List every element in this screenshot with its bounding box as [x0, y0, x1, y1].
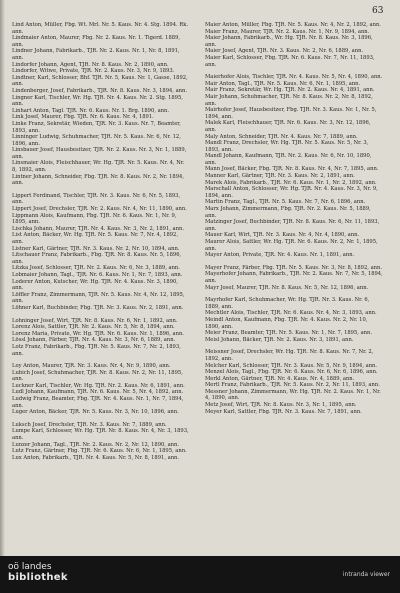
directory-entry: Lindenberger, Josef, Fabrikarb., TJR. Nr. 8. Kaus. Nr. 3, 1894, ann. [12, 87, 188, 94]
directory-entry: Marschall Anton, Schlosser, Wr. Hg. TJR. Nr. 4. Kaus. Nr. 3, Nr. 9, 1894, ann. [205, 186, 378, 199]
directory-entry: Lippmann Alois, Kaufmann, Fbg. TJR. Nr. 6. Kaus. Nr. 1, Nr. 9, 1895, ann. [12, 212, 177, 226]
directory-entry: Meyer Karl, Sattler, Fbg. TJR. Nr. 3. Kaus. Nr. 7, 1891, ann. [205, 408, 362, 415]
directory-entry: Löffler Franz, Zimmermann, TJR. Nr. 5. Kaus. Nr. 4, Nr. 12, 1895, ann. [12, 291, 185, 305]
directory-entry: Mair Anton, Tagl., TJR. Nr. 5. Kaus. Nr. 6, Nr. 1, 1895, ann. [205, 80, 361, 87]
directory-entry: Mayer Anton, Private, TJR. Nr. 4. Kaus. Nr. 1, 1891, ann. [205, 252, 355, 259]
directory-entry: Lind Anton, Müller, Fbg. Wt. Mrl. Nr. 5. Kaus. Nr. 4. Stg. 1894. Rk. ann. [12, 22, 189, 35]
directory-entry: Mair Franz, Sekretär, Wr. Hg. TJR. Nr. 2. Kaus. Nr. 4, 1891, ann. [205, 87, 375, 94]
directory-entry: Metz Josef, Wirt, TJR. Nr. 8. Kaus. Nr. 3, Nr. 1, 1895, ann. [205, 402, 357, 409]
directory-entry: Mayr Josef, Maurer, TJR. Nr. 8. Kaus. Nr. 5, Nr. 12, 1896, ann. [205, 284, 369, 291]
directory-entry: Lischka Johann, Maurer, TJR. Nr. 4. Kaus. Nr. 3, Nr. 2, 1891, ann. [12, 225, 184, 232]
directory-entry: Mayer Franz, Färber, Fbg. TJR. Nr. 5. Kaus. Nr. 3, Nr. 8, 1892, ann. [205, 264, 382, 271]
directory-entry: Mann Josef, Bäcker, Fbg. TJR. Nr. 8. Kaus. Nr. 4, Nr. 7, 1895, ann. [205, 166, 379, 173]
directory-entry: Lorenz Maria, Private, Wr. Hg. TJR. Nr. 6. Kaus. Nr. 1, 1896, ann. [12, 330, 184, 337]
directory-entry: Lorenz Alois, Sattler, TJR. Nr. 2. Kaus. Nr. 5, Nr. 8, 1894, ann. [12, 324, 175, 331]
directory-entry: Lindner Johann, Fabrikarb., TJR. Nr. 2. Kaus. Nr. 1, Nr. 8, 1891, ann. [12, 48, 180, 61]
directory-entry: Lippert Josef, Drechsler, TJR. Nr. 2. Kaus. Nr. 4, Nr. 11, 1890, ann. [12, 206, 187, 213]
page-number: 63 [372, 6, 384, 16]
directory-entry: Ludwig Franz, Beamter, Fbg. TJR. Nr. 4. Kaus. Nr. 1, Nr. 7, 1894, ann. [12, 396, 184, 409]
page-binding-shadow [0, 0, 5, 556]
viewer-footer [0, 556, 400, 593]
directory-entry: Lindorfer Johann, Agent, TJR. Nr. 8. Kaus. Nr. 2, 1890, ann. [12, 61, 169, 68]
directory-entry: Maly Anton, Schneider, TJR. Nr. 4. Kaus. Nr. 7, 1889, ann. [205, 133, 358, 140]
directory-entry: Meissner Josef, Drechsler, Wr. Hg. TJR. Nr. 8. Kaus. Nr. 7, Nr. 2, 1892, ann. [205, 349, 374, 362]
directory-entry: Listner Karl, Gärtner, TJR. Nr. 3. Kaus. Nr. 2, Nr. 10, 1894, ann. [12, 245, 180, 252]
directory-entry: Lunzer Johann, Tagl., TJR. Nr. 2. Kaus. Nr. 2, Nr. 12, 1890, ann. [12, 441, 180, 448]
left-column [12, 22, 190, 461]
directory-entry: Merkl Anton, Gärtner, TJR. Nr. 4. Kaus. Nr. 4, 1889, ann. [205, 375, 355, 382]
directory-entry: Malek Karl, Fleischhauer, TJR. Nr. 6. Kaus. Nr. 3, Nr. 12, 1896, ann. [205, 120, 371, 133]
directory-entry: Linsmaier Alois, Fleischhauer, Wr. Hg. TJR. Nr. 5. Kaus. Nr. 4, Nr. 8, 1892, ann. [12, 160, 185, 174]
directory-entry: Linke Franz, Sekretär, Wieden, TJR. Nr. 3. Kaus. Nr. 7, Beamter, 1893, ann. [12, 120, 181, 134]
directory-entry: Lintner Johann, Schneider, Fbg. TJR. Nr. 8. Kaus. Nr. 2, Nr. 1894, ann. [12, 173, 184, 187]
directory-entry: Meindl Anton, Kaufmann, Fbg. TJR. Nr. 4. Kaus. Nr. 2, Nr. 10, 1890, ann. [205, 316, 368, 330]
directory-entry: Marek Alois, Fabrikarb., TJR. Nr. 6. Kaus. Nr. 1, Nr. 2, 1892, ann. [205, 179, 377, 186]
directory-entry: Messner Johann, Zimmermann, Wr. Hg. TJR. Nr. 2. Kaus. Nr. 1, Nr. 4, 1890, ann. [205, 388, 381, 402]
directory-entry: Lindtner, Karl, Schlosser, Bhf. TJR. Nr. 5, Kaus. Nr. 1, Gasse, 1892, ann. [12, 74, 188, 88]
directory-entry: Lotz Franz, Fabrikarb., Fbg. TJR. Nr. 5. Kaus. Nr. 7, Nr. 2, 1893, ann. [12, 343, 181, 357]
directory-entry: List Anton, Bäcker, Wr. Hg. TJR. Nr. 5. Kaus. Nr. 7, Nr. 4, 1892, ann. [12, 232, 179, 245]
right-column [205, 22, 383, 415]
directory-entry: Luger Anton, Bäcker, TJR. Nr. 5. Kaus. Nr. 3, Nr. 10, 1896, ann. [12, 409, 179, 416]
directory-entry: Meisl Johann, Bäcker, TJR. Nr. 2. Kaus. Nr. 3, 1891, ann. [205, 336, 354, 343]
directory-entry: Lindorfer, Witwe, Private, TJR. Nr. 2. Kaus. Nr. 3, Nr. 9, 1893. [12, 68, 175, 75]
directory-entry: Ludl Johann, Kaufmann, TJR. Nr. 6. Kaus. Nr. 5, Nr. 4, 1892, ann. [12, 389, 184, 396]
directory-entry: Lippert Ferdinand, Tischler, TJR. Nr. 3. Kaus. Nr. 6, Nr. 5, 1893, ann. [12, 192, 181, 206]
directory-entry: Linhart Anton, Tagl. TJR. Nr. 6. Kaus. Nr. 1. Brg. 1890, ann. [12, 107, 169, 114]
directory-entry: Litschauer Franz, Fabrikarb., Fbg. TJR. Nr. 8. Kaus. Nr. 5, 1896, ann. [12, 252, 182, 265]
directory-entry: Maier Josef, Agent, TJR. Nr. 3. Kaus. Nr. 2, Nr. 6, 1889, ann. [205, 48, 364, 55]
directory-entry: Lutz Franz, Gärtner, Fbg. TJR. Nr. 6. Kaus. Nr. 6, Nr. 1, 1895, ann. [12, 448, 187, 455]
directory-entry: Maier Johann, Fabrikarb., Wr. Hg. TJR. Nr. 8. Kaus. Nr. 3, 1896, ann. [205, 35, 373, 48]
directory-entry: Marx Johann, Zimmermann, Fbg. TJR. Nr. 2. Kaus. Nr. 5, 1889, ann. [205, 206, 371, 219]
directory-entry: Mayrhofer Karl, Schuhmacher, Wr. Hg. TJR. Nr. 3. Kaus. Nr. 6, 1889, ann. [205, 297, 370, 310]
directory-entry: Lössl Johann, Färber, TJR. Nr. 4. Kaus. Nr. 3, Nr. 6, 1889, ann. [12, 337, 176, 344]
directory-entry: Luksch Josef, Drechsler, TJR. Nr. 3. Kaus. Nr. 7, 1889, ann. [12, 421, 167, 428]
directory-entry: Mair Johann, Schuhmacher, TJR. Nr. 8. Kaus. Nr. 2, Nr. 8, 1892, ann. [205, 93, 373, 107]
directory-entry: Mertl Franz, Fabrikarb., TJR. Nr. 5. Kaus. Nr. 2, Nr. 11, 1893, ann. [205, 382, 380, 389]
directory-entry: Melcher Karl, Schlosser, TJR. Nr. 3. Kaus. Nr. 5, Nr. 9, 1894, ann. [205, 362, 378, 369]
directory-entry: Linninger Ludwig, Schuhmacher, TJR. Nr. 5. Kaus. Nr. 6, Nr. 12, 1896, ann. [12, 134, 181, 147]
directory-entry: Maier Karl, Schlosser, Fbg. TJR. Nr. 6. Kaus. Nr. 7, Nr. 11, 1893, ann. [205, 54, 375, 68]
directory-entry: Meier Franz, Beamter, TJR. Nr. 5. Kaus. Nr. 1, Nr. 7, 1895, ann. [205, 330, 373, 337]
directory-entry: Martin Franz, Tagl., TJR. Nr. 5. Kaus. Nr. 7, Nr. 6, 1896, ann. [205, 199, 366, 206]
directory-entry: Mayerhofer Johann, Fabrikarb., TJR. Nr. 2. Kaus. Nr. 7, Nr. 5, 1894, ann. [205, 271, 383, 284]
directory-entry: Lumpe Karl, Schlosser, Wr. Hg. TJR. Nr. 8. Kaus. Nr. 4, Nr. 3, 1893, ann. [12, 428, 189, 442]
directory-entry: Linsbauer Josef, Hausbesitzer, TJR. Nr. 2. Kaus. Nr. 3, Nr. 1, 1889, ann. [12, 147, 187, 160]
directory-entry: Loy Anton, Maurer, TJR. Nr. 3. Kaus. Nr. 4, Nr. 9, 1890, ann. [12, 363, 171, 370]
directory-entry: Matzinger Josef, Buchbinder, TJR. Nr. 8. Kaus. Nr. 6, Nr. 11, 1893, ann. [205, 219, 380, 232]
logo-line-1: oö landes [8, 562, 52, 572]
directory-entry: Mairhofer Josef, Hausbesitzer, Fbg. TJR. Nr. 3. Kaus. Nr. 1, Nr. 5, 1894, ann. [205, 107, 377, 120]
directory-entry: Maier Franz, Maurer, TJR. Nr. 2. Kaus. Nr. 1, Nr. 9, 1894, ann. [205, 28, 370, 35]
directory-entry: Maurer Alois, Sattler, Wr. Hg. TJR. Nr. 6. Kaus. Nr. 2, Nr. 1, 1895, ann. [205, 239, 378, 252]
directory-entry: Mauer Karl, Wirt, TJR. Nr. 3. Kaus. Nr. 4, Nr. 4, 1890, ann. [205, 232, 360, 239]
directory-entry: Lux Anton, Fabrikarb., TJR. Nr. 4. Kaus. Nr. 5, Nr. 8, 1891, ann. [12, 454, 180, 461]
directory-entry: Lindmaier Anton, Maurer, Fbg. Nr. 2. Kaus. Nr. 1. Tigerd. 1889, ann. [12, 35, 181, 48]
directory-entry: Menzel Alois, Tagl., Fbg. TJR. Nr. 6. Kaus. Nr. 6, Nr. 6, 1896, ann. [205, 369, 378, 376]
viewer-label: intranda viewer [342, 571, 390, 578]
directory-entry: Löhner Karl, Buchbinder, Fbg. TJR. Nr. 3. Kaus. Nr. 2, 1891, ann. [12, 304, 184, 311]
library-logo[interactable] [8, 562, 68, 584]
directory-entry: Lobmaier Johann, Tagl., TJR. Nr. 6. Kaus. Nr. 1, Nr. 7, 1893, ann. [12, 271, 183, 278]
directory-entry: Lingner Karl, Tischler, Wr. Hg. TJR. Nr. 4. Kaus. Nr. 2. Stg. 1895, ann. [12, 94, 183, 108]
directory-entry: Maierhofer Alois, Tischler, TJR. Nr. 4. Kaus. Nr. 5, Nr. 4, 1890, ann. [205, 74, 383, 81]
directory-entry: Lubich Josef, Schuhmacher, TJR. Nr. 8. Kaus. Nr. 2, Nr. 11, 1895, ann. [12, 369, 183, 383]
directory-entry: Loderer Anton, Kutscher, Wr. Hg. TJR. Nr. 4. Kaus. Nr. 3, 1890, ann. [12, 278, 178, 292]
directory-entry: Mechtler Alois, Tischler, TJR. Nr. 6. Kaus. Nr. 4, Nr. 3, 1893, ann. [205, 310, 377, 317]
directory-entry: Lohninger Josef, Wirt, TJR. Nr. 8. Kaus. Nr. 6, Nr. 1, 1892, ann. [12, 317, 178, 324]
directory-entry: Manner Karl, Gärtner, TJR. Nr. 3. Kaus. Nr. 2, 1891, ann. [205, 173, 355, 180]
directory-entry: Mandl Johann, Kaufmann, TJR. Nr. 2. Kaus. Nr. 6, Nr. 10, 1890, ann. [205, 153, 372, 166]
directory-entry: Luckner Karl, Tischler, Wr. Hg. TJR. Nr. 2. Kaus. Nr. 6, 1891, ann. [12, 382, 185, 389]
logo-line-2: bibliothek [8, 572, 68, 583]
directory-entry: Mandl Franz, Drechsler, Wr. Hg. TJR. Nr. 5. Kaus. Nr. 5, Nr. 3, 1893, ann. [205, 140, 369, 153]
directory-entry: Maier Anton, Müller, Fbg. TJR. Nr. 5. Kaus. Nr. 4, Nr. 2, 1892, ann. [205, 22, 381, 28]
directory-entry: Litzka Josef, Schlosser, TJR. Nr. 2. Kaus. Nr. 6, Nr. 3, 1889, ann. [12, 265, 180, 272]
directory-entry: Link Josef, Maurer, Fbg. TJR. Nr. 6. Kaus. Nr. 4, 1891. [12, 114, 154, 121]
